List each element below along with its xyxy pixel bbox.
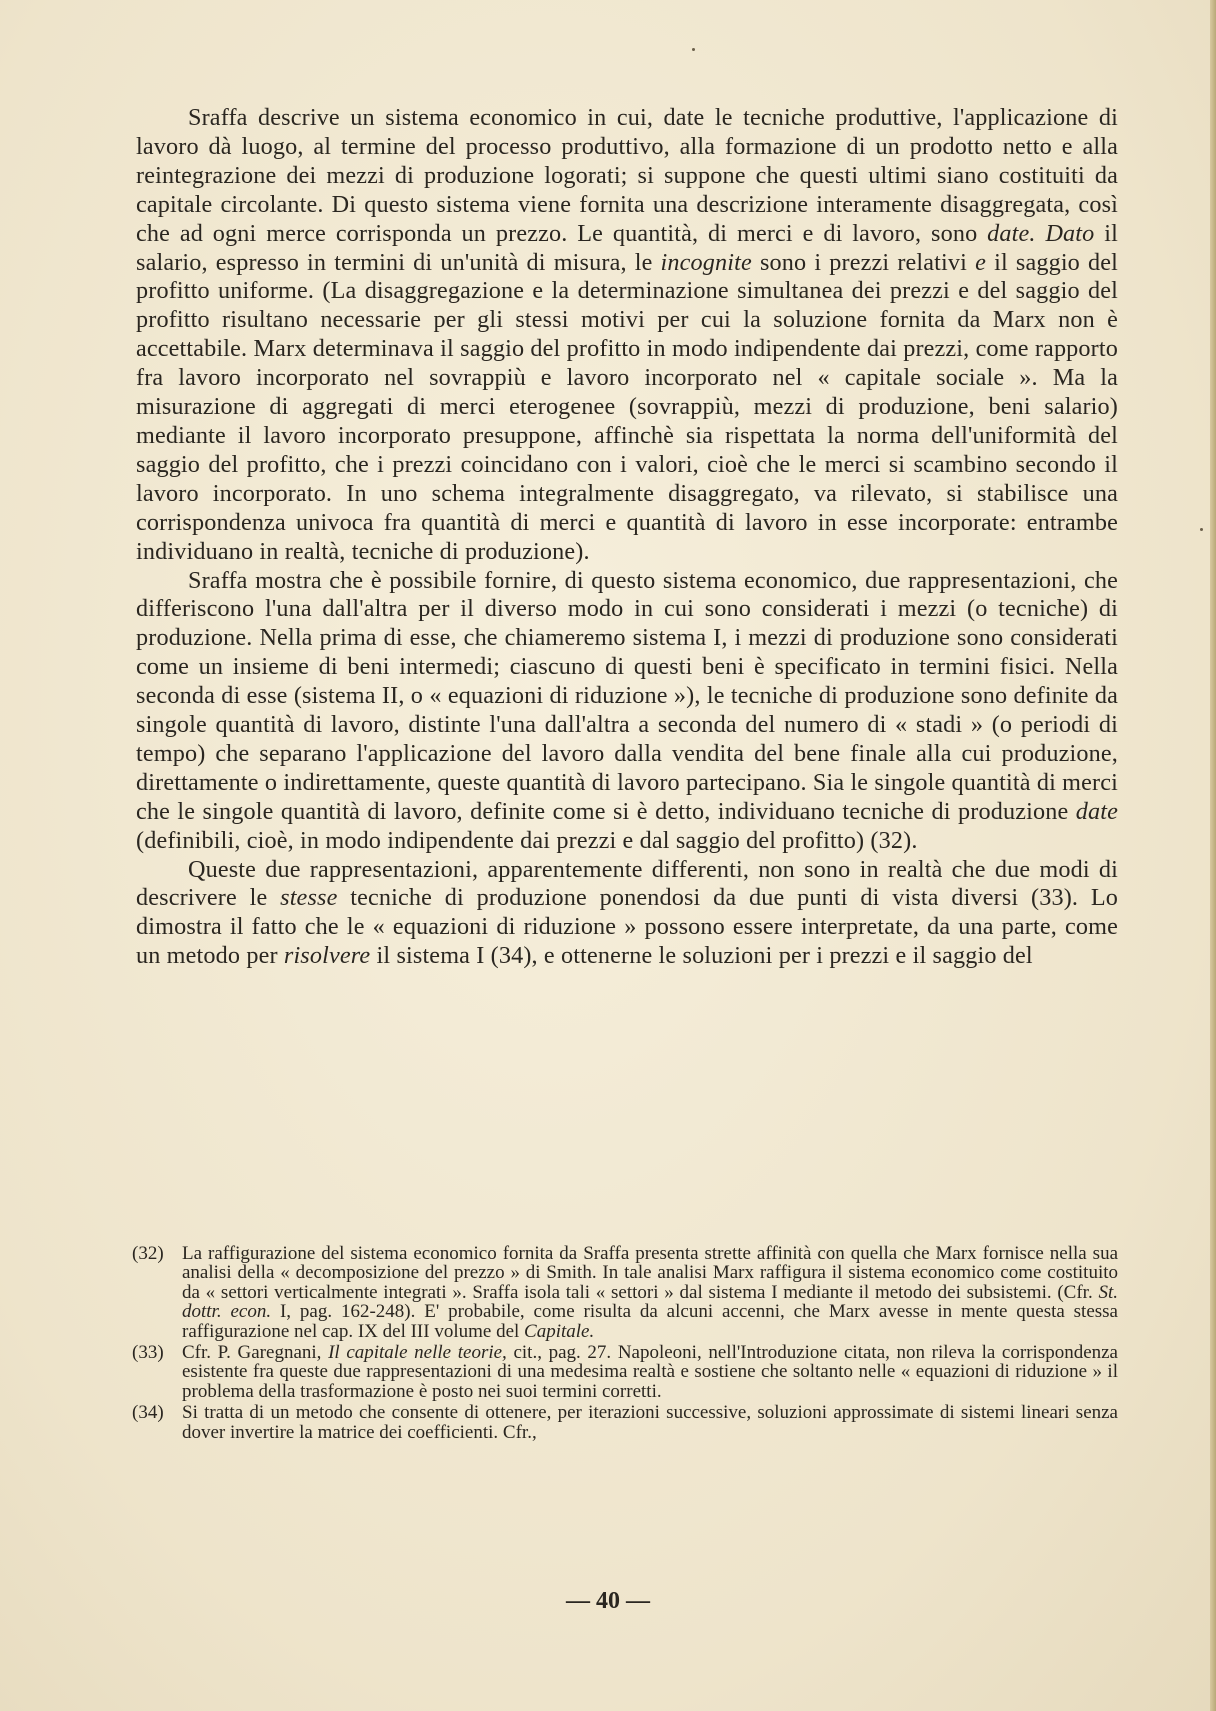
- italic-text: date.: [987, 219, 1036, 247]
- text-run: il salario, espresso in termini di un'unità di misura, le: [136, 219, 1118, 276]
- text-run: I, pag. 162-248). E' probabile, come risulta da alcuni accenni, che Marx avesse in mente questa stessa raffigurazione nel cap. IX del III volume del: [182, 1301, 1118, 1342]
- text-run: Cfr. P. Garegnani,: [182, 1342, 329, 1364]
- text-run: Si tratta di un metodo che consente di ottenere, per iterazioni successive, soluzioni approssimate di sistemi lineari senza dover invertire la matrice dei coefficienti. Cfr.,: [182, 1402, 1118, 1443]
- text-run: Queste due rappresentazioni, apparentemente differenti, non sono in realtà che due modi di descrivere le: [136, 855, 1118, 912]
- text-run: sono i prezzi relativi: [751, 248, 976, 276]
- footnote-32: [132, 1244, 1118, 1341]
- italic-text: date: [1075, 797, 1118, 825]
- italic-text: Capitale.: [524, 1320, 595, 1342]
- italic-text: Dato: [1045, 219, 1095, 247]
- text-run: il saggio del profitto uniforme. (La disaggregazione e la determinazione simultanea dei prezzi e del saggio del profitto risultano necessarie per gli stessi motivi per cui la soluzione fornita da Marx non è accettabile. Marx determinava il saggio del profitto in modo indipendente dai prezzi, come rapporto fra lavoro incorporato nel sovrappiù e lavoro incorporato nel « capitale sociale ». Ma la misurazione di aggregati di merci eterogenee (sovrappiù, mezzi di produzione, beni salario) mediante il lavoro incorporato presuppone, affinchè sia rispettata la norma dell'uniformità del saggio del profitto, che i prezzi coincidano con i valori, cioè che le merci si scambino secondo il lavoro incorporato. In uno schema integralmente disaggregato, va rilevato, si stabilisce una corrispondenza univoca fra quantità di merci e quantità di lavoro in esse incorporate: entrambe individuano in realtà, tecniche di produzione).: [136, 248, 1118, 565]
- footnote-number: (32): [132, 1243, 164, 1264]
- page-edge-shadow: [1210, 0, 1216, 1711]
- footnote-text: [182, 1244, 1118, 1341]
- body-text: [136, 104, 1118, 971]
- text-run: il sistema I (34), e ottenerne le soluzioni per i prezzi e il saggio del: [370, 942, 1033, 970]
- text-run: [1036, 220, 1046, 247]
- italic-text: St. dottr. econ.: [182, 1281, 1118, 1323]
- footnote-34: [132, 1403, 1118, 1442]
- text-run: (definibili, cioè, in modo indipendente dai prezzi e dal saggio del profitto) (32).: [136, 826, 918, 854]
- text-run: Sraffa descrive un sistema economico in cui, date le tecniche produttive, l'applicazione di lavoro dà luogo, al termine del processo produttivo, alla formazione di un prodotto netto e alla reintegrazione dei mezzi di produzione logorati; si suppone che questi ultimi siano costituiti da capitale circolante. Di questo sistema viene fornita una descrizione interamente disaggregata, così che ad ogni merce corrisponda un prezzo. Le quantità, di merci e di lavoro, sono: [136, 104, 1118, 247]
- footnote-33: [132, 1343, 1118, 1401]
- paragraph-2: [136, 567, 1118, 856]
- paragraph-3: [136, 856, 1118, 972]
- text-run: cit., pag. 27. Napoleoni, nell'Introduzione citata, non rileva la corrispondenza esistente fra queste due rappresentazioni di una medesima realtà e sostiene che soltanto nelle « equazioni di riduzione » il problema della trasformazione è posto nei suoi termini corretti.: [182, 1342, 1118, 1402]
- footnote-text: [182, 1343, 1118, 1401]
- footnotes: [132, 1244, 1118, 1444]
- italic-text: stesse: [280, 884, 338, 912]
- text-run: La raffigurazione del sistema economico fornita da Sraffa presenta strette affinità con quella che Marx fornisce nella sua analisi della « decomposizione del prezzo » di Smith. In tale analisi Marx raffigura il sistema economico come costituito da « settori verticalmente integrati ». Sraffa isola tali « settori » dal sistema I mediante il metodo dei subsistemi. (Cfr.: [182, 1243, 1118, 1303]
- footnote-number: (33): [132, 1342, 164, 1364]
- italic-text: e: [975, 248, 986, 276]
- italic-text: Il capitale nelle teorie,: [328, 1342, 507, 1364]
- footnote-number: (34): [132, 1402, 164, 1424]
- scan-speck: [1200, 528, 1203, 531]
- text-run: Sraffa mostra che è possibile fornire, di questo sistema economico, due rappresentazioni, che differiscono l'una dall'altra per il diverso modo in cui sono considerati i mezzi (o tecniche) di produzione. Nella prima di esse, che chiameremo sistema I, i mezzi di produzione sono considerati come un insieme di beni intermedi; ciascuno di questi beni è specificato in termini fisici. Nella seconda di esse (sistema II, o « equazioni di riduzione »), le tecniche di produzione sono definite da singole quantità di lavoro, distinte l'una dall'altra a seconda del numero di « stadi » (o periodi di tempo) che separano l'applicazione del lavoro dalla vendita del bene finale alla cui produzione, direttamente o indirettamente, queste quantità di lavoro partecipano. Sia le singole quantità di merci che le singole quantità di lavoro, definite come si è detto, individuano tecniche di produzione: [136, 566, 1118, 825]
- italic-text: incognite: [660, 248, 752, 276]
- paragraph-1: [136, 104, 1118, 567]
- page-number: — 40 —: [566, 1588, 650, 1614]
- footnote-text: [182, 1403, 1118, 1442]
- italic-text: risolvere: [283, 942, 371, 970]
- text-run: tecniche di produzione ponendosi da due punti di vista diversi (33). Lo dimostra il fatto che le « equazioni di riduzione » possono essere interpretate, da una parte, come un metodo per: [136, 884, 1119, 970]
- scan-speck: [692, 48, 695, 51]
